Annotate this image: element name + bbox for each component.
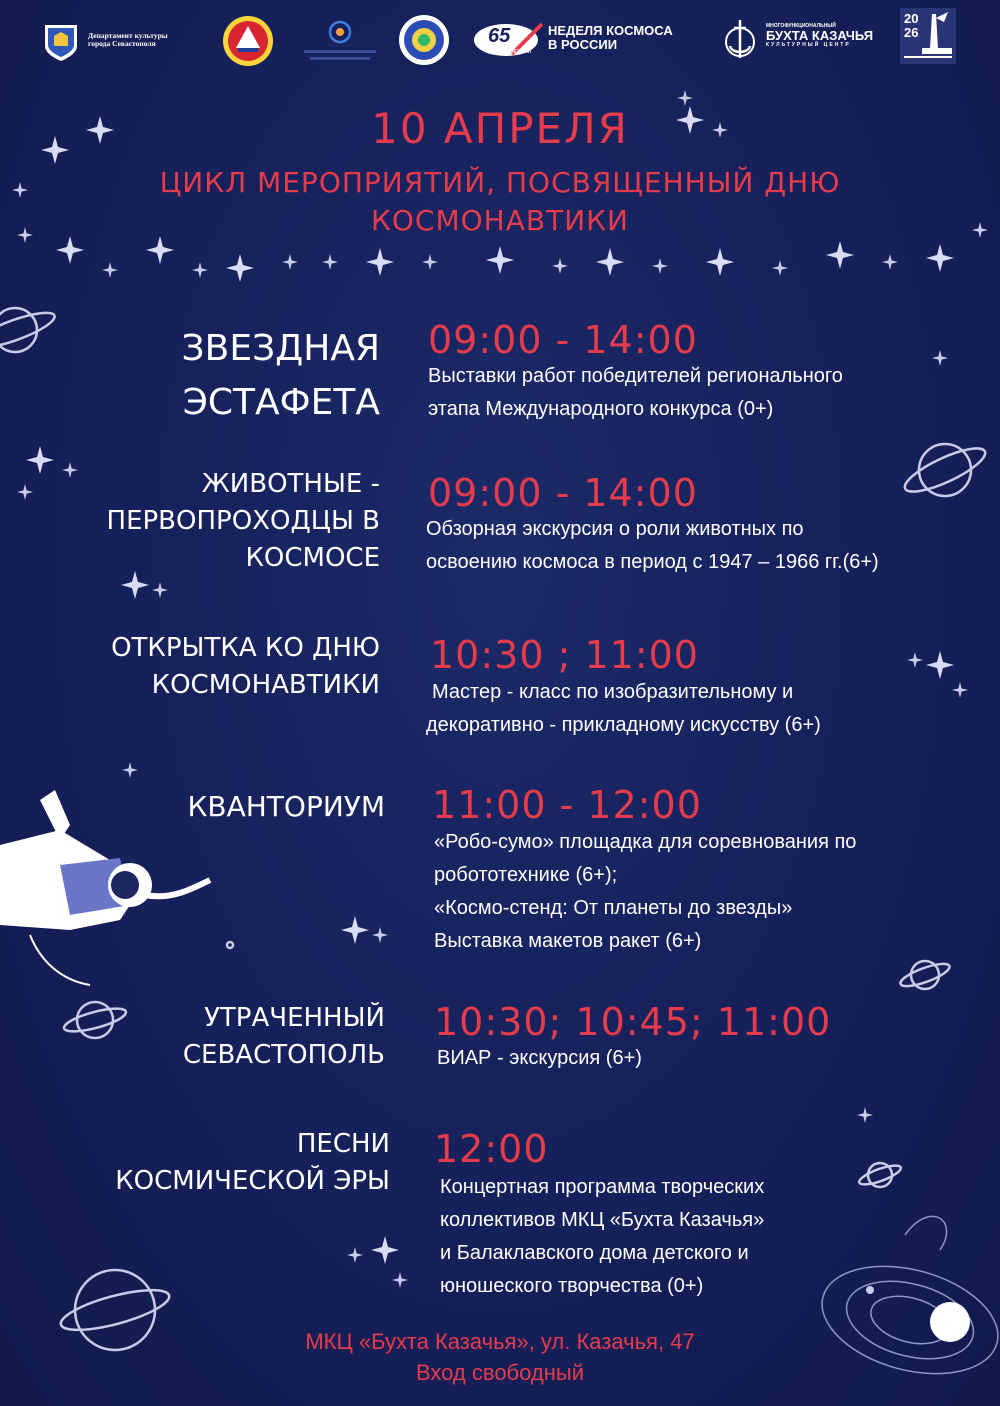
venue-address: МКЦ «Бухта Казачья», ул. Казачья, 47 [305,1329,695,1354]
subtitle-line1: ЦИКЛ МЕРОПРИЯТИЙ, ПОСВЯЩЕННЫЙ ДНЮ [159,166,841,199]
event-time: 09:00 - 14:00 [428,318,698,362]
event-name [60,1000,385,1074]
event-date-title: 10 АПРЕЛЯ [371,104,629,153]
space-week-line2: В РОССИИ [548,36,618,52]
event-name-line: ЭСТАФЕТА [182,382,380,423]
event-description-line: освоению космоса в период с 1947 – 1966 гг.(6+) [426,551,879,573]
round-emblem-icon [222,14,274,68]
year-logo-text [904,12,918,39]
event-name-line: ЖИВОТНЫЕ - [201,469,380,499]
event-description-line: «Космо-стенд: От планеты до звезды» [434,897,793,919]
event-time: 10:30; 10:45; 11:00 [434,1000,832,1044]
department-logo-text [88,32,168,48]
event-description-line: Выставка макетов ракет (6+) [434,930,702,952]
center-name: БУХТА КАЗАЧЬЯ [766,28,874,44]
footer [150,1326,850,1388]
center-sub-label: КУЛЬТУРНЫЙ ЦЕНТР [766,41,851,48]
event-series-subtitle [100,164,900,240]
event-name-line: ПЕСНИ [296,1129,390,1159]
event-description-line: Мастер - класс по изобразительному и [432,681,794,703]
year-top: 20 [904,11,919,26]
event-description-line: Обзорная экскурсия о роли животных по [426,518,804,540]
event-name-line: КОСМОНАВТИКИ [151,670,380,700]
event-description [428,360,843,426]
anniversary-number: 65 [488,25,511,47]
event-description-line: Концертная программа творческих [440,1176,765,1198]
event-description [434,826,856,958]
event-name-line: УТРАЧЕННЫЙ [204,1003,385,1033]
event-time: 12:00 [434,1127,549,1171]
event-description [437,1042,642,1075]
event-description-line: декоративно - прикладному искусству (6+) [426,714,821,736]
event-name-line: КОСМОСЕ [245,543,380,573]
event-time: 10:30 ; 11:00 [430,633,699,677]
center-logo-text [766,24,873,48]
anchor-emblem-icon [722,16,758,62]
event-name [20,466,380,577]
round-badge-icon [398,14,450,66]
event-description-line: коллективов МКЦ «Бухта Казачья» [440,1209,765,1231]
anniversary-word: ПОЕХАЛИ [506,49,531,55]
event-time: 11:00 - 12:00 [432,783,702,827]
center-small-label: МНОГОФУНКЦИОНАЛЬНЫЙ [766,23,836,29]
space-week-logo-text [548,24,673,51]
globe-logo-icon [300,18,380,64]
event-name [60,787,385,827]
event-name-line: СЕВАСТОПОЛЬ [182,1040,385,1070]
event-name-line: КОСМИЧЕСКОЙ ЭРЫ [115,1166,390,1196]
event-name-line: ЗВЕЗДНАЯ [181,328,380,369]
event-description [440,1171,764,1303]
entry-note: Вход свободный [416,1360,584,1385]
event-description-line: ВИАР - экскурсия (6+) [437,1047,642,1069]
event-description [426,513,879,579]
event-description-line: и Балаклавского дома детского и [440,1242,749,1264]
department-line1: Департамент культуры [88,31,168,40]
event-name-line: КВАНТОРИУМ [187,790,385,823]
event-name [20,630,380,704]
event-description-line: юношеского творчества (0+) [440,1275,704,1297]
event-name-line: ОТКРЫТКА КО ДНЮ [111,633,380,663]
event-name [20,1126,390,1200]
event-description-line: Выставки работ победителей регионального [428,365,843,387]
event-description-line: «Робо-сумо» площадка для соревнования по [434,831,857,853]
space-week-line1: НЕДЕЛЯ КОСМОСА [548,23,673,38]
year-bottom: 26 [904,24,919,40]
event-description [426,676,821,742]
event-name [60,322,380,430]
logo-strip [0,0,1000,80]
event-description-line: этапа Международного конкурса (0+) [428,398,774,420]
subtitle-line2: КОСМОНАВТИКИ [371,204,629,237]
event-name-line: ПЕРВОПРОХОДЦЫ В [106,506,380,536]
sevastopol-coat-of-arms-icon [44,24,78,62]
event-description-line: робототехнике (6+); [434,864,618,886]
department-line2: города Севастополя [88,38,156,48]
event-time: 09:00 - 14:00 [428,471,698,515]
